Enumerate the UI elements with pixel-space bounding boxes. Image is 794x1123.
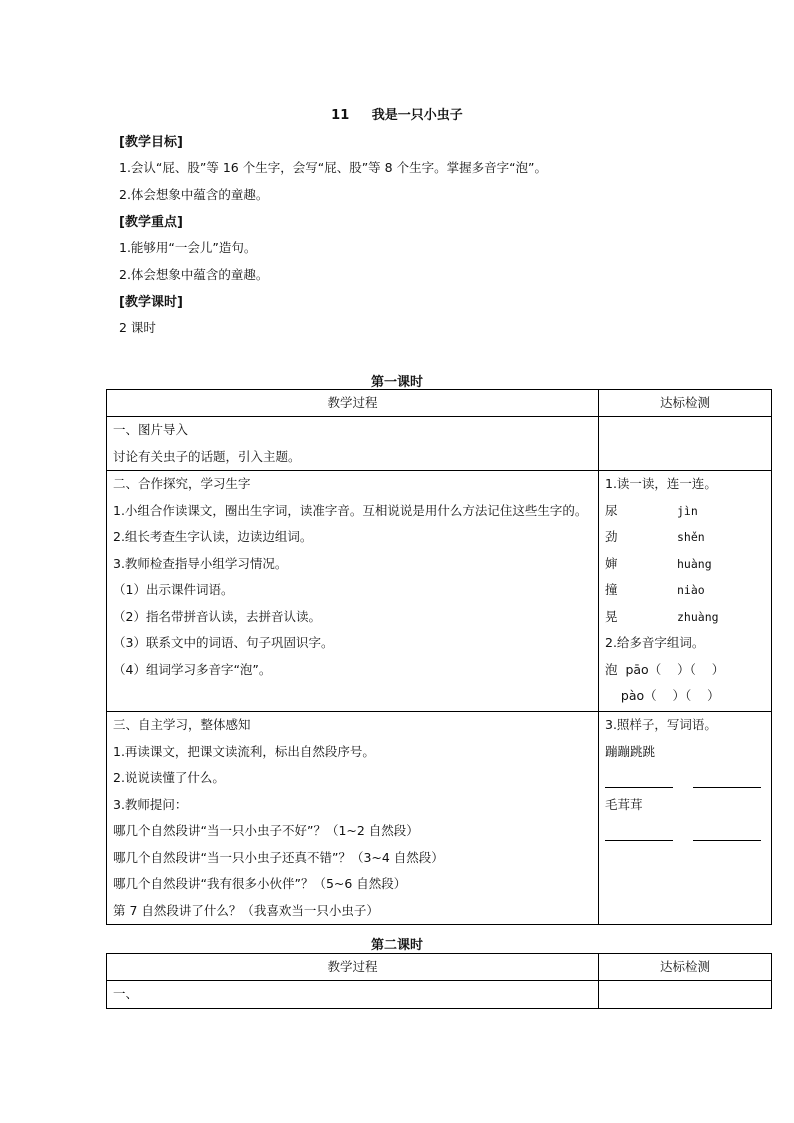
process-line: 讨论有关虫子的话题，引入主题。 xyxy=(113,448,301,464)
process-cell xyxy=(107,712,599,925)
answer-blanks xyxy=(605,818,765,845)
process-line: 一、 xyxy=(113,986,139,1001)
periods-value: 2 课时 xyxy=(119,320,156,335)
lesson2-caption: 第二课时 xyxy=(370,938,423,953)
process-line: 哪几个自然段讲“当一只小虫子不好”？（1~2 自然段） xyxy=(113,823,419,838)
process-line: 2.说说读懂了什么。 xyxy=(113,770,225,785)
check-cell xyxy=(599,471,772,712)
answer-blank[interactable] xyxy=(693,826,761,841)
check-title: 3.照样子，写词语。 xyxy=(605,717,717,732)
process-line: 第 7 自然段讲了什么？（我喜欢当一只小虫子） xyxy=(113,902,379,918)
process-line: 1.再读课文，把课文读流利，标出自然段序号。 xyxy=(113,743,375,759)
process-line: （2）指名带拼音认读，去拼音认读。 xyxy=(113,608,321,624)
answer-blank[interactable] xyxy=(605,826,673,841)
page-title xyxy=(0,104,794,123)
polyphone-line: pào（ ）（ ） xyxy=(605,688,720,703)
match-pair: 撞 niào xyxy=(605,582,705,597)
col-header-process: 教学过程 xyxy=(107,954,599,981)
check-title: 1.读一读，连一连。 xyxy=(605,476,717,491)
match-pair: 婶 huàng xyxy=(605,555,712,571)
lesson2-table xyxy=(106,953,772,1009)
match-pair: 晃 zhuàng xyxy=(605,608,719,624)
lesson-number: 11 xyxy=(331,108,350,123)
key-point-item: 1.能够用“一会儿”造句。 xyxy=(119,240,257,255)
polyphone-line: 泡 pāo（ ）（ ） xyxy=(605,661,725,677)
objective-item: 1.会认“屁、股”等 16 个生字，会写“屁、股”等 8 个生字。掌握多音字“泡”。 xyxy=(119,160,548,175)
check-title: 2.给多音字组词。 xyxy=(605,635,705,650)
match-pair: 劲 shěn xyxy=(605,529,705,544)
process-cell xyxy=(107,417,599,471)
process-line: 2.组长考查生字认读，边读边组词。 xyxy=(113,529,313,544)
col-header-check: 达标检测 xyxy=(599,954,772,981)
check-cell xyxy=(599,417,772,471)
answer-blanks xyxy=(605,765,765,792)
check-cell xyxy=(599,712,772,925)
lesson1-caption: 第一课时 xyxy=(370,375,423,390)
check-cell xyxy=(599,981,772,1009)
example-word: 蹦蹦跳跳 xyxy=(605,743,656,759)
key-point-item: 2.体会想象中蕴含的童趣。 xyxy=(119,267,269,282)
process-line: （1）出示课件词语。 xyxy=(113,582,234,597)
objectives-heading: [教学目标] xyxy=(119,135,183,150)
periods-heading: [教学课时] xyxy=(119,295,183,310)
col-header-check: 达标检测 xyxy=(599,390,772,417)
process-line: 哪几个自然段讲“我有很多小伙伴”？（5~6 自然段） xyxy=(113,876,407,891)
process-line: 二、合作探究，学习生字 xyxy=(113,476,251,491)
lesson1-table xyxy=(106,389,772,925)
answer-blank[interactable] xyxy=(693,773,761,788)
process-cell xyxy=(107,981,599,1009)
process-line: 3.教师检查指导小组学习情况。 xyxy=(113,555,288,571)
process-line: （3）联系文中的词语、句子巩固识字。 xyxy=(113,635,334,650)
process-line: 3.教师提问： xyxy=(113,796,188,812)
objective-item: 2.体会想象中蕴含的童趣。 xyxy=(119,187,269,202)
process-line: 一、图片导入 xyxy=(113,422,189,437)
lesson-title: 我是一只小虫子 xyxy=(371,108,463,123)
col-header-process: 教学过程 xyxy=(107,390,599,417)
key-points-heading: [教学重点] xyxy=(119,215,183,230)
process-line: （4）组词学习多音字“泡”。 xyxy=(113,661,272,677)
match-pair: 尿 jìn xyxy=(605,502,698,518)
process-cell xyxy=(107,471,599,712)
process-line: 哪几个自然段讲“当一只小虫子还真不错”？（3~4 自然段） xyxy=(113,849,444,865)
process-line: 1.小组合作读课文，圈出生字词，读准字音。互相说说是用什么方法记住这些生字的。 xyxy=(113,502,588,518)
example-word: 毛茸茸 xyxy=(605,796,643,812)
answer-blank[interactable] xyxy=(605,773,673,788)
process-line: 三、自主学习，整体感知 xyxy=(113,717,251,732)
